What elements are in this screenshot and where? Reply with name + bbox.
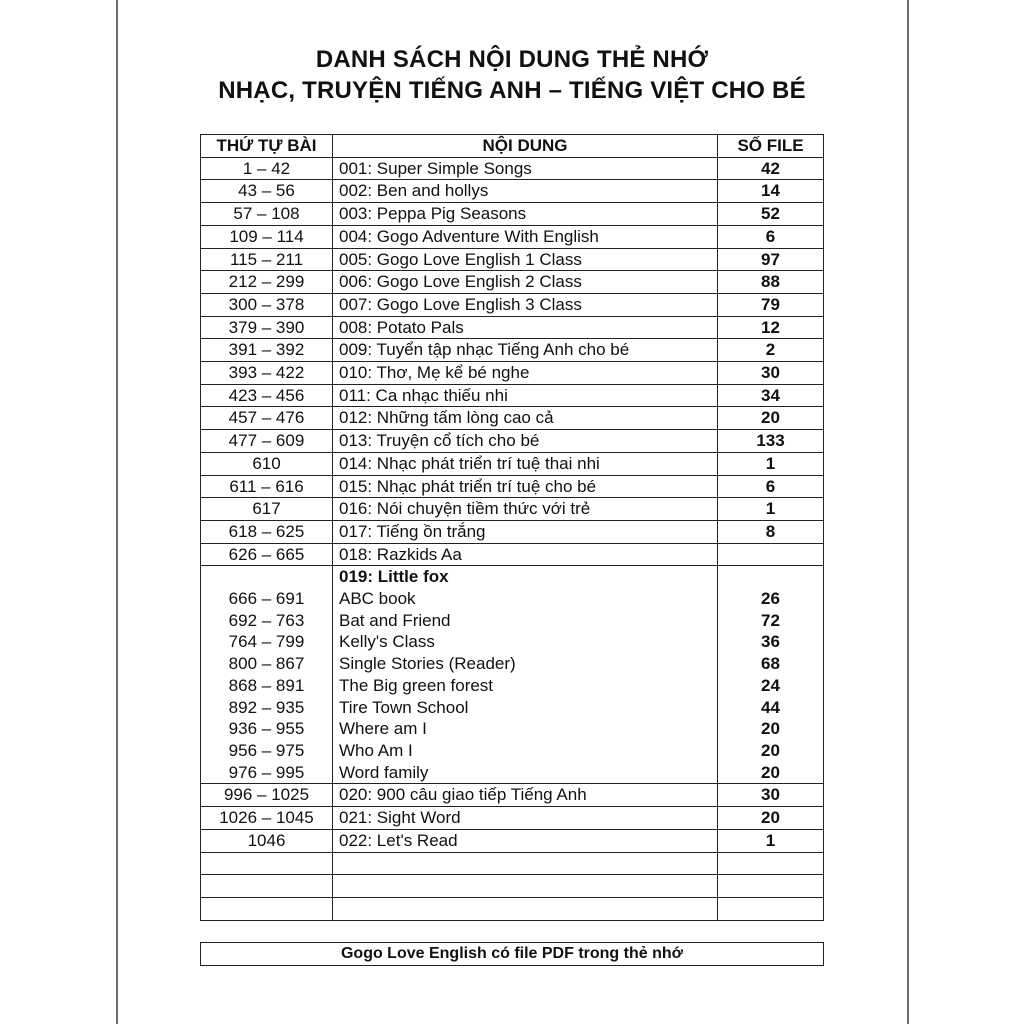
content-cell: Kelly's Class (333, 631, 718, 653)
file-count-cell: 26 (718, 588, 824, 610)
content-cell: 013: Truyện cổ tích cho bé (333, 430, 718, 453)
order-range-cell: 800 – 867 (201, 653, 333, 675)
file-count-cell: 20 (718, 740, 824, 762)
file-count-cell: 12 (718, 316, 824, 339)
group-header-row (201, 566, 824, 588)
table-row (201, 588, 824, 610)
file-count-cell: 1 (718, 452, 824, 475)
table-row (201, 384, 824, 407)
order-range-cell: 610 (201, 452, 333, 475)
content-cell: Tire Town School (333, 697, 718, 719)
table-row (201, 653, 824, 675)
table-row (201, 271, 824, 294)
order-range-cell: 115 – 211 (201, 248, 333, 271)
order-range-cell: 457 – 476 (201, 407, 333, 430)
order-range-cell (201, 875, 333, 898)
content-cell: 010: Thơ, Mẹ kể bé nghe (333, 362, 718, 385)
file-count-cell (718, 897, 824, 920)
content-cell: 002: Ben and hollys (333, 180, 718, 203)
file-count-cell: 1 (718, 829, 824, 852)
content-cell: 014: Nhạc phát triển trí tuệ thai nhi (333, 452, 718, 475)
content-cell: 012: Những tấm lòng cao cả (333, 407, 718, 430)
table-row (201, 807, 824, 830)
group-title: 019: Little fox (333, 566, 718, 588)
file-count-cell: 6 (718, 225, 824, 248)
file-count-cell: 44 (718, 697, 824, 719)
column-header-file-count: SỐ FILE (718, 135, 824, 158)
order-range-cell: 996 – 1025 (201, 784, 333, 807)
page-border-right (907, 0, 909, 1024)
table-row (201, 897, 824, 920)
order-range-cell: 956 – 975 (201, 740, 333, 762)
content-cell: 009: Tuyển tập nhạc Tiếng Anh cho bé (333, 339, 718, 362)
file-count-cell: 42 (718, 157, 824, 180)
content-cell: 006: Gogo Love English 2 Class (333, 271, 718, 294)
file-count-cell: 20 (718, 718, 824, 740)
order-range-cell: 109 – 114 (201, 225, 333, 248)
order-range-cell: 212 – 299 (201, 271, 333, 294)
table-row (201, 339, 824, 362)
content-cell: 016: Nói chuyện tiềm thức với trẻ (333, 498, 718, 521)
file-count-cell: 14 (718, 180, 824, 203)
file-count-cell: 30 (718, 784, 824, 807)
order-range-cell: 1046 (201, 829, 333, 852)
table-row (201, 293, 824, 316)
content-cell: 021: Sight Word (333, 807, 718, 830)
order-range-cell: 393 – 422 (201, 362, 333, 385)
content-cell: Who Am I (333, 740, 718, 762)
table-row (201, 362, 824, 385)
order-range-cell: 1 – 42 (201, 157, 333, 180)
table-row (201, 697, 824, 719)
file-count-cell: 97 (718, 248, 824, 271)
table-row (201, 852, 824, 875)
file-count-cell: 52 (718, 203, 824, 226)
table-row (201, 675, 824, 697)
content-cell (333, 852, 718, 875)
file-count-cell (718, 852, 824, 875)
content-cell: Word family (333, 762, 718, 784)
file-count-cell: 36 (718, 631, 824, 653)
content-cell: ABC book (333, 588, 718, 610)
file-count-cell: 20 (718, 762, 824, 784)
table-row (201, 248, 824, 271)
file-count-cell: 8 (718, 520, 824, 543)
table-body (201, 157, 824, 920)
file-count-cell: 79 (718, 293, 824, 316)
content-cell: 011: Ca nhạc thiếu nhi (333, 384, 718, 407)
file-count-cell: 2 (718, 339, 824, 362)
order-range-cell: 692 – 763 (201, 610, 333, 632)
file-count-cell: 72 (718, 610, 824, 632)
file-count-cell: 6 (718, 475, 824, 498)
table-row (201, 316, 824, 339)
table-row (201, 430, 824, 453)
content-cell: 004: Gogo Adventure With English (333, 225, 718, 248)
content-cell: 008: Potato Pals (333, 316, 718, 339)
content-cell: Bat and Friend (333, 610, 718, 632)
table-row (201, 784, 824, 807)
file-count-cell: 88 (718, 271, 824, 294)
content-cell: 015: Nhạc phát triển trí tuệ cho bé (333, 475, 718, 498)
file-count-cell (718, 875, 824, 898)
footer-note: Gogo Love English có file PDF trong thẻ nhớ (200, 942, 824, 966)
table-row (201, 875, 824, 898)
content-cell: 001: Super Simple Songs (333, 157, 718, 180)
order-range-cell: 423 – 456 (201, 384, 333, 407)
file-count-cell: 68 (718, 653, 824, 675)
file-count-cell: 20 (718, 407, 824, 430)
table-row (201, 610, 824, 632)
file-count-cell: 30 (718, 362, 824, 385)
content-cell: 003: Peppa Pig Seasons (333, 203, 718, 226)
document-subtitle: NHẠC, TRUYỆN TIẾNG ANH – TIẾNG VIỆT CHO BÉ (218, 77, 806, 104)
content-cell: 017: Tiếng ồn trắng (333, 520, 718, 543)
order-range-cell: 936 – 955 (201, 718, 333, 740)
order-range-cell (201, 852, 333, 875)
order-range-cell: 477 – 609 (201, 430, 333, 453)
order-range-cell: 666 – 691 (201, 588, 333, 610)
file-count-cell: 24 (718, 675, 824, 697)
content-cell: 007: Gogo Love English 3 Class (333, 293, 718, 316)
table-header-row (201, 135, 824, 158)
table-row (201, 829, 824, 852)
table-row (201, 543, 824, 566)
table-row (201, 203, 824, 226)
order-range-cell: 391 – 392 (201, 339, 333, 362)
order-range-cell (201, 566, 333, 588)
content-cell: Single Stories (Reader) (333, 653, 718, 675)
content-cell: 022: Let's Read (333, 829, 718, 852)
table-row (201, 225, 824, 248)
page-border-left (116, 0, 118, 1024)
order-range-cell: 1026 – 1045 (201, 807, 333, 830)
table-row (201, 498, 824, 521)
table-row (201, 520, 824, 543)
order-range-cell: 976 – 995 (201, 762, 333, 784)
order-range-cell: 611 – 616 (201, 475, 333, 498)
order-range-cell: 617 (201, 498, 333, 521)
order-range-cell: 626 – 665 (201, 543, 333, 566)
document-title: DANH SÁCH NỘI DUNG THẺ NHỚ (315, 46, 709, 73)
file-count-cell (718, 543, 824, 566)
order-range-cell: 868 – 891 (201, 675, 333, 697)
table-row (201, 157, 824, 180)
column-header-content: NỘI DUNG (333, 135, 718, 158)
file-count-cell: 20 (718, 807, 824, 830)
content-cell (333, 875, 718, 898)
table-row (201, 180, 824, 203)
file-count-cell (718, 566, 824, 588)
content-table (200, 134, 824, 921)
file-count-cell: 1 (718, 498, 824, 521)
table-row (201, 762, 824, 784)
file-count-cell: 34 (718, 384, 824, 407)
content-cell: 018: Razkids Aa (333, 543, 718, 566)
order-range-cell: 57 – 108 (201, 203, 333, 226)
content-cell: Where am I (333, 718, 718, 740)
order-range-cell: 764 – 799 (201, 631, 333, 653)
table-row (201, 740, 824, 762)
order-range-cell: 43 – 56 (201, 180, 333, 203)
column-header-order: THỨ TỰ BÀI (201, 135, 333, 158)
order-range-cell: 892 – 935 (201, 697, 333, 719)
table-row (201, 718, 824, 740)
content-cell: 020: 900 câu giao tiếp Tiếng Anh (333, 784, 718, 807)
content-cell: The Big green forest (333, 675, 718, 697)
file-count-cell: 133 (718, 430, 824, 453)
table-row (201, 475, 824, 498)
table-row (201, 631, 824, 653)
order-range-cell: 300 – 378 (201, 293, 333, 316)
table-row (201, 407, 824, 430)
content-cell: 005: Gogo Love English 1 Class (333, 248, 718, 271)
order-range-cell: 618 – 625 (201, 520, 333, 543)
table-row (201, 452, 824, 475)
content-cell (333, 897, 718, 920)
order-range-cell: 379 – 390 (201, 316, 333, 339)
order-range-cell (201, 897, 333, 920)
